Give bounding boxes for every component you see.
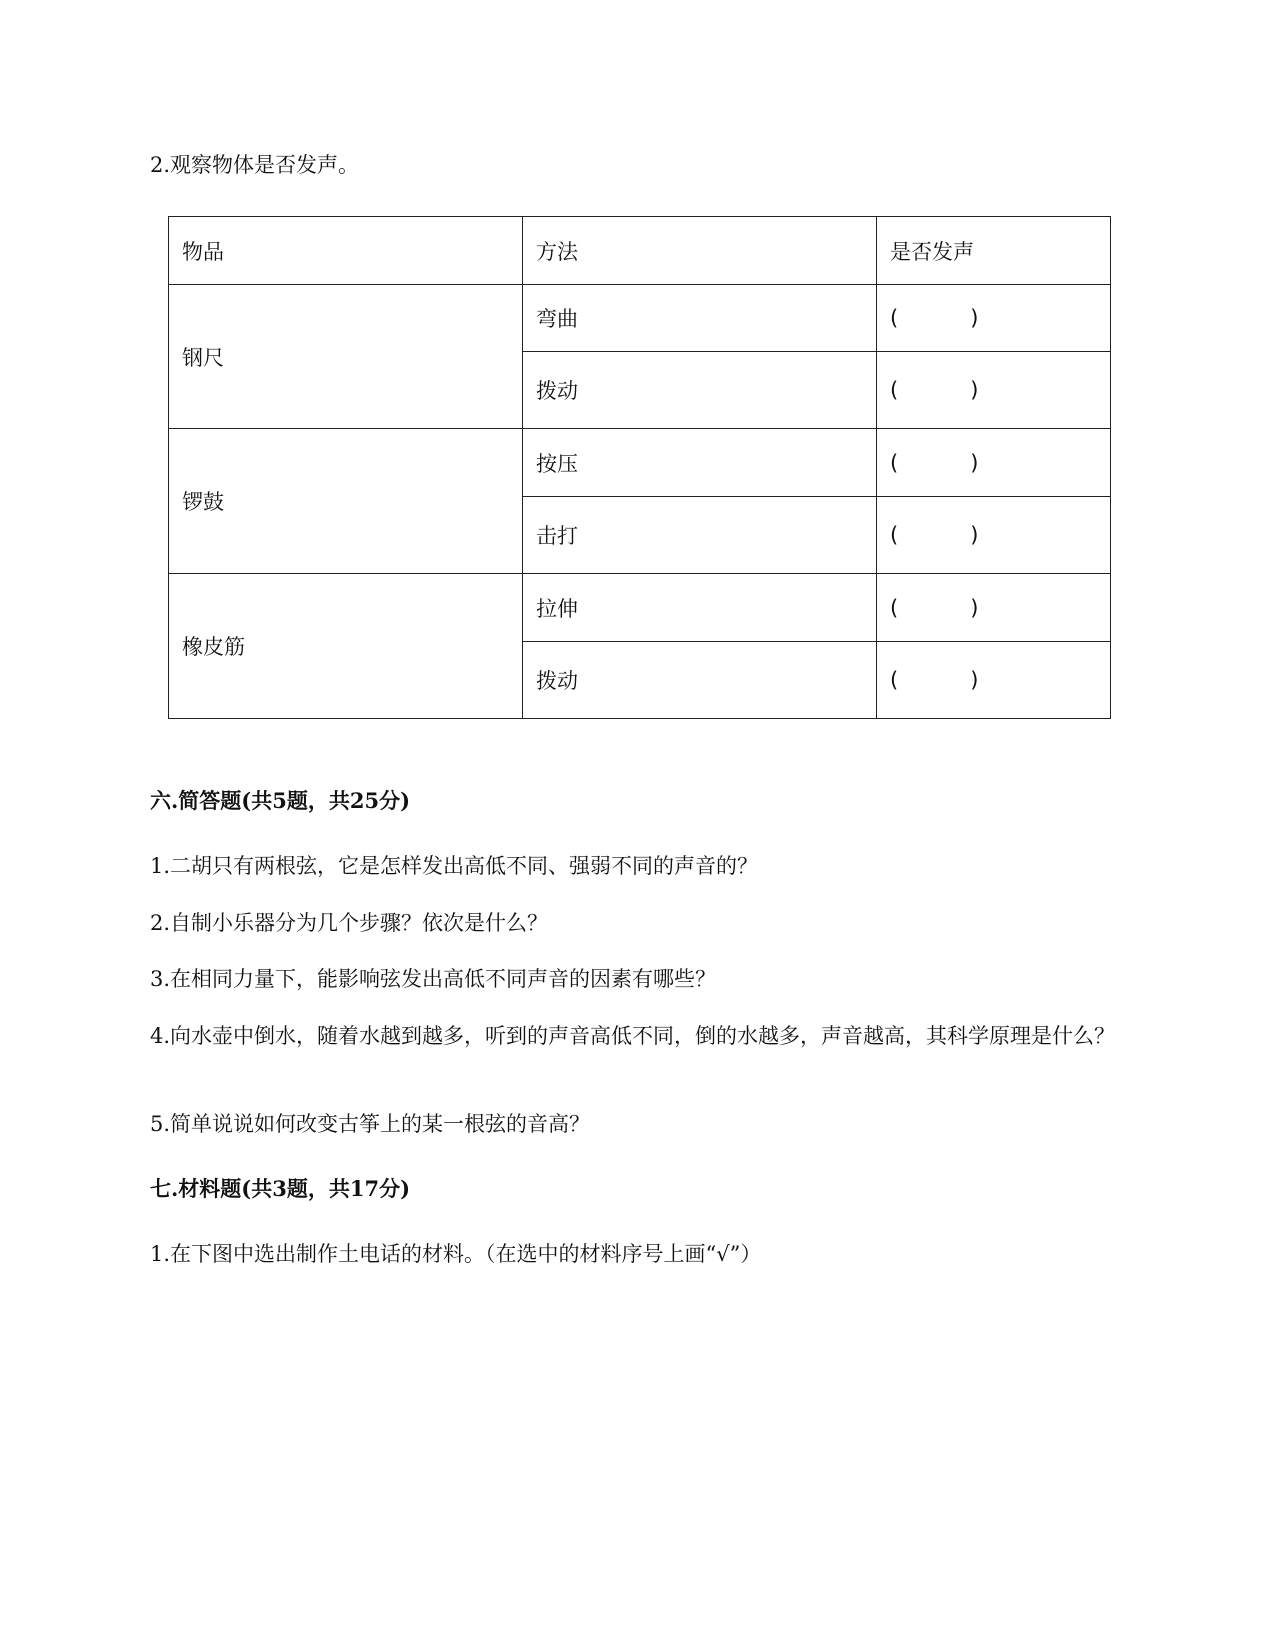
- blank-open-paren: (: [890, 668, 899, 692]
- table-row: [169, 285, 1111, 352]
- table-header-row: [169, 217, 1111, 285]
- method-cell: 拨动: [523, 352, 877, 429]
- method-cell: 弯曲: [523, 285, 877, 352]
- method-cell: 按压: [523, 429, 877, 497]
- blank-close-paren: ): [970, 523, 979, 547]
- blank-close-paren: ): [970, 668, 979, 692]
- blank-close-paren: ): [970, 450, 979, 475]
- blank-close-paren: ): [970, 595, 979, 620]
- answer-blank: [877, 497, 1111, 574]
- answer-blank: [877, 642, 1111, 719]
- observation-table: [168, 216, 1111, 719]
- section-7-title: 七.材料题(共3题，共17分): [150, 1176, 411, 1201]
- section-6-question-2: 2.自制小乐器分为几个步骤？依次是什么？: [150, 911, 549, 935]
- blank-open-paren: (: [890, 306, 899, 330]
- section-6-question-1: 1.二胡只有两根弦，它是怎样发出高低不同、强弱不同的声音的？: [150, 854, 759, 878]
- blank-open-paren: (: [890, 595, 899, 620]
- method-cell: 拨动: [523, 642, 877, 719]
- item-cell: 橡皮筋: [169, 574, 523, 719]
- section-6-question-5: 5.简单说说如何改变古筝上的某一根弦的音高？: [150, 1112, 591, 1136]
- question-2-intro: 2.观察物体是否发声。: [150, 153, 360, 177]
- table-row: [169, 429, 1111, 497]
- blank-close-paren: ): [970, 378, 979, 402]
- section-7-question-1: 1.在下图中选出制作土电话的材料。（在选中的材料序号上画“√”）: [150, 1242, 762, 1266]
- method-cell: 击打: [523, 497, 877, 574]
- header-sound: 是否发声: [877, 217, 1111, 285]
- answer-blank: [877, 429, 1111, 497]
- blank-open-paren: (: [890, 523, 899, 547]
- header-method: 方法: [523, 217, 877, 285]
- section-6-question-3: 3.在相同力量下，能影响弦发出高低不同声音的因素有哪些？: [150, 967, 717, 991]
- blank-close-paren: ): [970, 306, 979, 330]
- header-item: 物品: [169, 217, 523, 285]
- section-6-title: 六.简答题(共5题，共25分): [150, 788, 411, 813]
- blank-open-paren: (: [890, 450, 899, 475]
- answer-blank: [877, 352, 1111, 429]
- answer-blank: [877, 574, 1111, 642]
- table-row: [169, 574, 1111, 642]
- section-6-question-4: 4.向水壶中倒水，随着水越到越多，听到的声音高低不同，倒的水越多，声音越高，其科学原理是什么？: [150, 1024, 1116, 1048]
- item-cell: 钢尺: [169, 285, 523, 429]
- answer-blank: [877, 285, 1111, 352]
- item-cell: 锣鼓: [169, 429, 523, 574]
- method-cell: 拉伸: [523, 574, 877, 642]
- blank-open-paren: (: [890, 378, 899, 402]
